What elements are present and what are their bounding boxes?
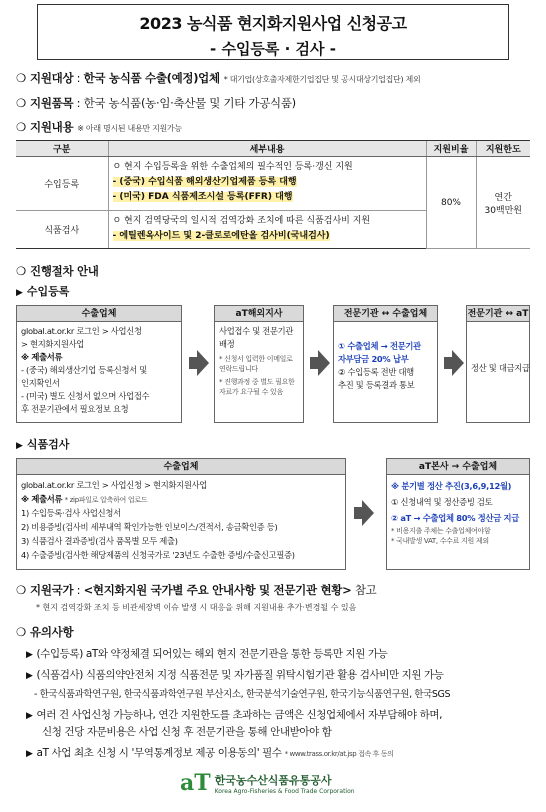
list-item-cont: 신청 건당 자문비용은 사업 신청 후 전문기관을 통해 안내받아야 함	[42, 726, 332, 738]
section-notes: ❍ 유의사항	[16, 625, 74, 639]
list-item: ▶ (수입등록) aT와 약정체결 되어있는 해외 현지 전문기관을 통한 등록만 지원 가능	[26, 648, 388, 660]
list-item: ▶ aT 사업 최초 신청 시 '무역통계정보 제공 이용동의' 필수 * www.trass.or.kr/at.jsp 접속 후 동의	[26, 747, 394, 759]
triangle-icon: ▶	[26, 671, 33, 681]
subsection-inspection: ▶ 식품검사	[16, 438, 70, 451]
triangle-icon: ▶	[26, 711, 33, 721]
table-row: 수입등록 ㅇ 현지 수입등록을 위한 수출업체의 필수적인 등록·갱신 지원 - (중국) 수입식품 해외생산기업제품 등록 대행 - (미국) FDA 식품제조시설 등록(FFR) 대행 80% 연간 30백만원	[16, 157, 530, 211]
triangle-icon: ▶	[26, 749, 33, 759]
triangle-icon: ▶	[16, 288, 23, 298]
at-logo-icon: aT	[180, 770, 211, 796]
triangle-icon: ▶	[26, 650, 33, 660]
arrow-right-icon	[318, 350, 330, 376]
title-box	[37, 4, 509, 60]
page-title: 2023 농식품 현지화지원사업 신청공고	[139, 14, 407, 33]
section-countries: ❍ 지원국가 : <현지화지원 국가별 주요 안내사항 및 전문기관 현황> 참고	[16, 583, 377, 597]
section-target: ❍ 지원대상 : 한국 농식품 수출(예정)업체 * 대기업(상호출자제한기업집단 및 공시대상기업집단) 제외	[16, 71, 421, 85]
flow-box-agency-at: 전문기관 ↔ aT 정산 및 대금지급	[466, 305, 530, 423]
flow-box-inspection-exporter: 수출업체 global.at.or.kr 로그인 > 사업신청 > 현지화지원사업 ※ 제출서류 * zip파일로 압축하여 업로드 1) 수입등록·검사 사업신청서 2) 비용증빙(검사비 세부내역 확인가능한 인보이스/견적서, 송금확인증 등) 3) 식품검사 결과증빙(검사 품목별 모두 제출) 4) 수출증빙(검사한 해당제품의 신청국가로 '23년도 수출한 증빙/수출신고필증)	[16, 458, 346, 570]
table-header: 구분 세부내용 지원비율 지원한도	[16, 141, 530, 157]
list-item: ▶ 여러 건 사업신청 가능하나, 연간 지원한도를 초과하는 금액은 신청업체에서 자부담해야 하며,	[26, 709, 443, 721]
list-item-sub: - 한국식품과학연구원, 한국식품과학연구원 부산지소, 한국분석기술연구원, 한국기능식품연구원, 한국SGS	[34, 689, 451, 700]
subsection-registration: ▶ 수입등록	[16, 285, 70, 298]
arrow-right-icon	[362, 500, 374, 526]
table-row: 식품검사 ㅇ 현지 검역당국의 일시적 검역강화 조치에 따른 식품검사비 지원 - 에틸렌옥사이드 및 2-클로로에탄올 검사비(국내검사)	[16, 211, 530, 249]
arrow-right-icon	[197, 350, 209, 376]
section-item: ❍ 지원품목 : 한국 농식품(농·임·축산물 및 기타 가공식품)	[16, 96, 296, 110]
kati-logo: aT 한국농수산식품유통공사 Korea Agro-Fisheries & Food Trade Corporation	[180, 770, 355, 796]
flow-box-exporter: 수출업체 global.at.or.kr 로그인 > 사업신청 > 현지화지원사업 ※ 제출서류 - (중국) 해외생산기업 등록신청서 및 인지확인서 - (미국) 별도 신청서 없으며 사업접수 후 전문기관에서 필요정보 요청	[16, 305, 182, 423]
flow-box-agency-exporter: 전문기관 ↔ 수출업체 ① 수출업체 → 전문기관 자부담금 20% 납부 ② 수입등록 전반 대행 추진 및 등록결과 통보	[333, 305, 438, 423]
section-process: ❍ 진행절차 안내	[16, 264, 99, 278]
section-content: ❍ 지원내용 ※ 아래 명시된 내용만 지원가능	[16, 120, 182, 134]
flow-box-overseas-branch: aT해외지사 사업접수 및 전문기관 배정 * 신청서 입력한 이메일로 연락드립니다 * 진행과정 중 별도 필요한 자료가 요구될 수 있음	[214, 305, 304, 423]
page-subtitle: - 수입등록 · 검사 -	[210, 40, 336, 58]
countries-note: * 현지 검역강화 조치 등 비관세장벽 이슈 발생 시 대응을 위해 지원내용 추가·변경될 수 있음	[36, 603, 357, 612]
flow-box-at-hq: aT본사 → 수출업체 ※ 분기별 정산 추진(3,6,9,12월) ① 신청내역 및 정산증빙 검토 ② aT → 수출업체 80% 정산금 지급 * 비용지출 주체는 수출업체여야함 * 국내발생 VAT, 수수료 지원 제외	[386, 458, 530, 570]
list-item: ▶ (식품검사) 식품의약안전처 지정 식품전문 및 자가품질 위탁시험기관 활용 검사비만 지원 가능	[26, 669, 444, 681]
support-table	[16, 140, 530, 249]
triangle-icon: ▶	[16, 441, 23, 451]
arrow-right-icon	[452, 350, 464, 376]
